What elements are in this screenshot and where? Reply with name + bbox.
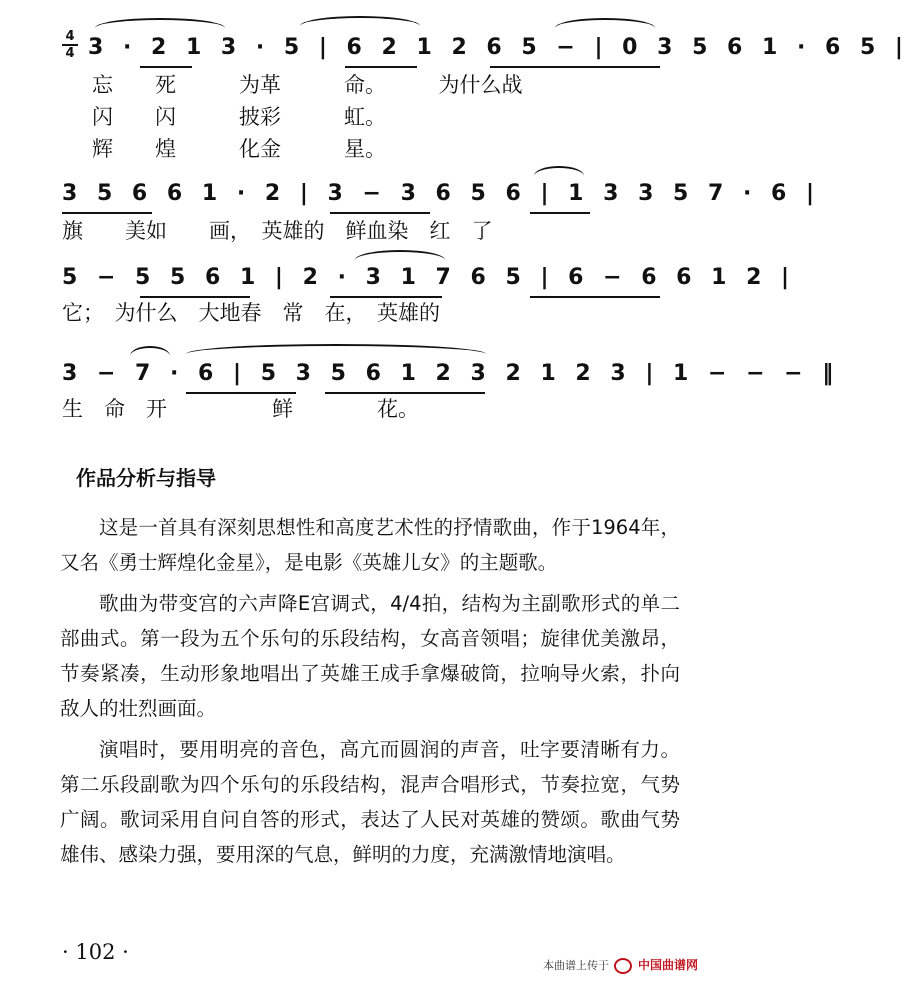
time-signature: 4 4 — [62, 30, 78, 60]
slur-mark — [95, 18, 225, 28]
jianpu-score — [0, 0, 909, 430]
underline-mark — [140, 66, 192, 68]
slur-mark — [300, 16, 420, 26]
footer-watermark — [543, 956, 698, 974]
underline-mark — [330, 296, 442, 298]
analysis-paragraph-3: 演唱时，要用明亮的音色，高亢而圆润的声音，吐字要清晰有力。第二乐段副歌为四个乐句的乐段结构，混声合唱形式，节奏拉宽，气势广阔。歌词采用自问自答的形式，表达了人民对英雄的赞颂。歌曲气势雄伟、感染力强，要用深的气息，鲜明的力度，充满激情地演唱。 — [60, 738, 680, 866]
underline-mark — [186, 392, 296, 394]
underline-mark — [490, 66, 660, 68]
slur-mark — [534, 166, 584, 176]
slur-mark — [355, 250, 445, 260]
footer-brand: 中国曲谱网 — [637, 958, 698, 972]
score-line-1-notation: 3 · 2 1 3 · 5 | 6 2 1 2 6 5 − | 0 3 5 6 1 · 6 5 | — [88, 35, 909, 60]
lyrics-line-2: 旗 美如 画， 英雄的 鲜血染 红 了 — [62, 219, 493, 243]
underline-mark — [325, 392, 485, 394]
lyrics-line-1-verse-2: 闪 闪 披彩 虹。 — [92, 105, 386, 129]
lyrics-line-1-verse-1: 忘 死 为革 命。 为什么战 — [92, 73, 523, 97]
footer-prefix: 本曲谱上传于 — [542, 959, 609, 972]
slur-mark — [555, 18, 655, 28]
analysis-paragraph-2: 歌曲为带变宫的六声降E宫调式，4/4拍，结构为主副歌形式的单二部曲式。第一段为五个乐句的乐段结构，女高音领唱；旋律优美激昂，节奏紧凑，生动形象地唱出了英雄王成手拿爆破筒，拉响导火索，扑向敌人的壮烈画面。 — [60, 592, 680, 720]
section-heading: 作品分析与指导 — [76, 466, 216, 490]
site-logo-icon — [614, 958, 632, 974]
score-line-2-notation: 3 5 6 6 1 · 2 | 3 − 3 6 5 6 | 1 3 3 5 7 · 6 | — [62, 181, 820, 206]
slur-mark — [130, 346, 170, 356]
score-line-3-notation: 5 − 5 5 6 1 | 2 · 3 1 7 6 5 | 6 − 6 6 1 2 | — [62, 265, 796, 290]
page-number: · 102 · — [62, 940, 129, 964]
underline-mark — [530, 212, 590, 214]
lyrics-line-1-verse-3: 辉 煌 化金 星。 — [92, 137, 386, 161]
score-line-4-notation: 3 − 7 · 6 | 5 3 5 6 1 2 3 2 1 2 3 | 1 − − − ‖ — [62, 361, 840, 386]
lyrics-line-4: 生 命 开 鲜 花。 — [62, 397, 419, 421]
underline-mark — [530, 296, 660, 298]
underline-mark — [330, 212, 430, 214]
underline-mark — [345, 66, 417, 68]
underline-mark — [140, 296, 250, 298]
analysis-paragraph-1: 这是一首具有深刻思想性和高度艺术性的抒情歌曲，作于1964年，又名《勇士辉煌化金星》，是电影《英雄儿女》的主题歌。 — [60, 516, 680, 574]
slur-mark — [186, 344, 486, 354]
underline-mark — [62, 212, 152, 214]
lyrics-line-3: 它； 为什么 大地春 常 在， 英雄的 — [62, 301, 440, 325]
